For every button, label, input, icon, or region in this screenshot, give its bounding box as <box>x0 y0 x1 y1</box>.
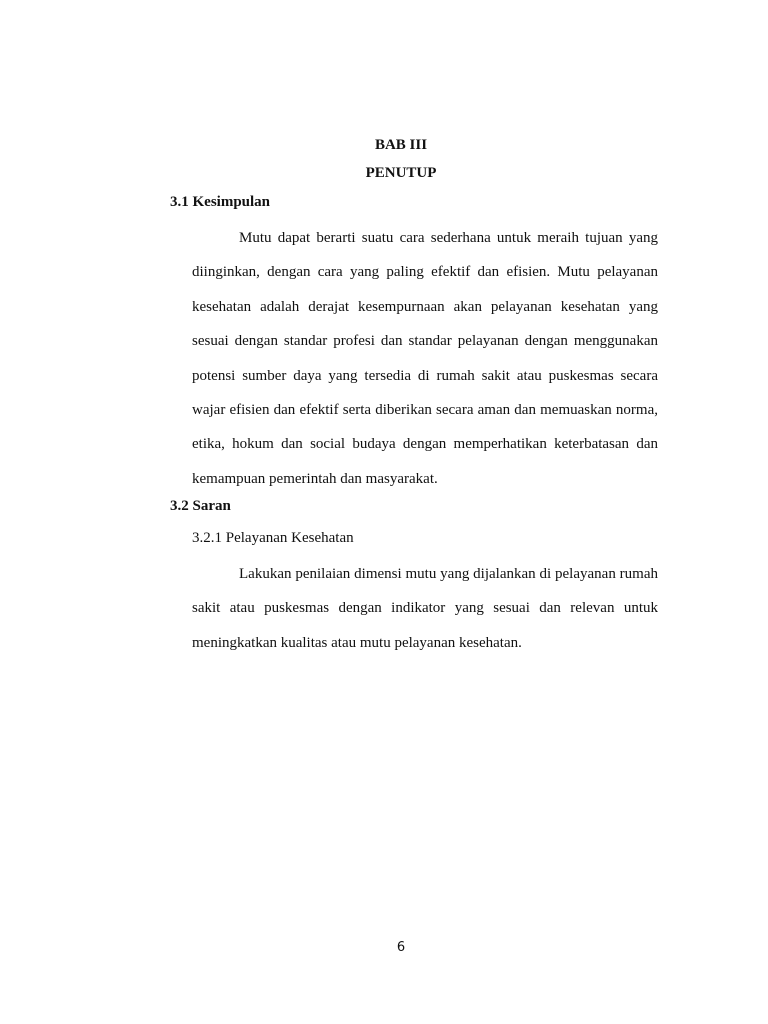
paragraph-saran: Lakukan penilaian dimensi mutu yang dijalankan di pelayanan rumah sakit atau puskesmas dengan indikator yang sesuai dan relevan untuk meningkatkan kualitas atau mutu pelayanan kesehatan. <box>192 566 658 651</box>
chapter-title: PENUTUP <box>365 165 437 181</box>
section-heading-saran: 3.2 Saran <box>170 498 231 514</box>
page-number: 6 <box>396 940 406 955</box>
paragraph-kesimpulan: Mutu dapat berarti suatu cara sederhana untuk meraih tujuan yang diinginkan, dengan cara yang paling efektif dan efisien. Mutu pelayanan kesehatan adalah derajat kesempurnaan akan pelayanan kesehatan yang sesuai dengan standar profesi dan standar pelayanan dengan menggunakan potensi sumber daya yang tersedia di rumah sakit atau puskesmas secara wajar efisien dan efektif serta diberikan secara aman dan memuaskan norma, etika, hokum dan social budaya dengan memperhatikan keterbatasan dan kemampuan pemerintah dan masyarakat. <box>192 230 658 487</box>
section-heading-kesimpulan: 3.1 Kesimpulan <box>170 194 271 210</box>
subsection-heading-pelayanan-kesehatan: 3.2.1 Pelayanan Kesehatan <box>192 530 354 546</box>
chapter-number: BAB III <box>374 137 428 153</box>
